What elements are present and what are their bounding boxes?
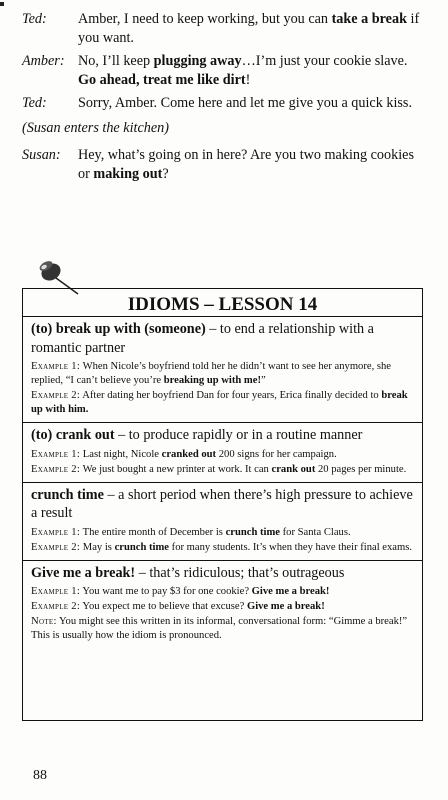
definition-text: – to end a relationship with a romantic partner [31,321,374,356]
example-label: Example 1: [31,586,81,597]
speech-segment: if you want. [78,11,420,46]
idiom-definition [31,426,414,445]
idiom-highlight: crunch time [225,526,280,538]
idiom-definition [31,320,414,357]
speech-segment: No, I’ll keep [78,53,154,69]
idiom-highlight: take a break [331,11,407,27]
idiom-term: (to) crank out [31,427,115,443]
idiom-highlight: making out [93,166,163,182]
example-text: ” [260,375,266,386]
example-label: Example 1: [31,448,81,460]
example-label: Example 1: [31,361,81,372]
example-label: Example 2: [31,463,81,475]
definition-text: – to produce rapidly or in a routine manner [114,427,363,443]
speech-segment: …I’m just your cookie slave. [241,53,408,69]
idiom-entry [23,483,422,561]
dialogue-line [22,52,422,90]
example-sentence [31,600,414,614]
speaker-name: Susan: [22,147,61,163]
example-text: You might see this written in its informal, conversational form: “Gimme a break!” This is usually how the idiom is pronounced. [31,616,408,641]
lesson-box [22,288,423,721]
lesson-title: IDIOMS – LESSON 14 [23,289,422,317]
example-sentence [31,541,414,555]
example-label: Note: [31,616,57,627]
idiom-highlight: plugging away [153,53,242,69]
example-text: You want me to pay $3 for one cookie? [80,586,252,597]
speaker-name: Amber: [22,53,65,69]
definition-text: – a short period when there’s high pressure to achieve a result [31,486,413,521]
speech-segment: Sorry, Amber. Come here and let me give you a quick kiss. [78,95,412,111]
example-text: for Santa Claus. [280,526,351,538]
definition-text: – that’s ridiculous; that’s outrageous [135,564,345,581]
corner-mark [0,2,4,6]
example-sentence [31,526,414,540]
speech-text [78,94,422,113]
idiom-definition [31,486,414,523]
example-label: Example 2: [31,541,81,553]
example-text: Last night, Nicole [80,448,162,460]
example-sentence [31,615,414,643]
dialogue-line [22,10,422,48]
example-text: for many students. It’s when they have their final exams. [169,541,413,553]
speaker-name: Ted: [22,11,47,27]
dialogue-line [22,94,422,113]
speech-segment: Hey, what’s going on in here? Are you two making cookies or [78,147,414,182]
idiom-entry [23,423,422,483]
example-sentence [31,448,414,462]
idiom-term: Give me a break! [31,564,136,581]
idiom-entry [23,561,422,649]
speech-segment: ! [245,72,251,88]
idiom-highlight: breaking up with me! [163,375,261,386]
stage-direction: (Susan enters the kitchen) [22,120,169,136]
example-text: When Nicole’s boyfriend told her he didn’t want to see her anymore, she replied, “I can’t believe you’re [31,361,392,386]
speaker-name: Ted: [22,95,47,111]
example-sentence [31,360,414,388]
speech-text [78,146,422,184]
speech-text [78,10,422,48]
idiom-highlight: Go ahead, treat me like dirt [78,72,246,88]
idiom-highlight: Give me a break! [246,601,325,612]
example-text: 20 pages per minute. [315,463,407,475]
example-text: The entire month of December is [80,526,226,538]
example-text: May is [80,541,115,553]
idiom-highlight: Give me a break! [251,586,330,597]
idiom-highlight: crank out [271,463,316,475]
example-text: You expect me to believe that excuse? [80,601,247,612]
speech-text [78,52,422,90]
example-text: 200 signs for her campaign. [216,448,337,460]
idiom-highlight: break up with him. [31,390,408,415]
speech-segment: ? [162,166,169,182]
speech-segment: Amber, I need to keep working, but you can [78,11,332,27]
example-sentence [31,585,414,599]
example-label: Example 2: [31,390,81,401]
dialogue [22,10,422,188]
example-sentence [31,463,414,477]
example-label: Example 2: [31,601,81,612]
example-label: Example 1: [31,526,81,538]
idiom-highlight: cranked out [161,448,217,460]
dialogue-line [22,146,422,184]
idiom-highlight: crunch time [114,541,170,553]
idiom-term: (to) break up with (someone) [31,321,206,337]
idiom-term: crunch time [31,486,104,503]
idiom-entry [23,317,422,423]
example-text: We just bought a new printer at work. It can [80,463,272,475]
page-number: 88 [33,768,47,783]
example-sentence [31,389,414,417]
idiom-definition [31,564,414,583]
example-text: After dating her boyfriend Dan for four years, Erica finally decided to [80,390,382,401]
